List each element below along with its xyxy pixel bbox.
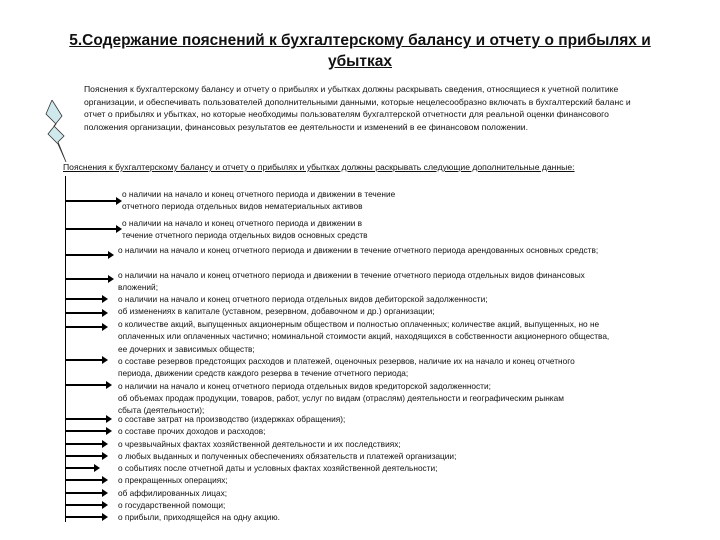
list-item: о наличии на начало и конец отчетного периода отдельных видов дебиторской задолженности; (118, 294, 488, 304)
page-title: 5.Содержание пояснений к бухгалтерскому балансу и отчету о прибылях и убытках (69, 32, 651, 70)
arrow-icon (65, 326, 103, 328)
arrow-icon (65, 467, 95, 469)
arrow-icon (65, 418, 107, 420)
list-item: о любых выданных и полученных обеспечениях обязательств и платежей организации; (118, 451, 457, 461)
arrow-icon (65, 359, 103, 361)
list-item: о наличии на начало и конец отчетного периода отдельных видов кредиторской задолженности; (118, 381, 491, 391)
arrow-icon (65, 298, 103, 300)
arrow-icon (65, 492, 103, 494)
list-item: о государственной помощи; (118, 500, 226, 510)
list-item: о событиях после отчетной даты и условных фактах хозяйственной деятельности; (118, 463, 438, 473)
arrow-icon (65, 455, 103, 457)
arrow-icon (65, 430, 107, 432)
list-item: о чрезвычайных фактах хозяйственной деятельности и их последствиях; (118, 439, 401, 449)
list-item: о наличии на начало и конец отчетного периода и движении в течение отчетного периода отдельных видов финансовых вложений; (118, 270, 585, 293)
arrow-icon (65, 312, 103, 314)
list-item: об аффилированных лицах; (118, 488, 228, 498)
arrow-icon (65, 254, 109, 256)
list-lead: Пояснения к бухгалтерскому балансу и отчету о прибылях и убытках должны раскрывать следующие дополнительные данные: (63, 162, 575, 172)
intro-paragraph: Пояснения к бухгалтерскому балансу и отчету о прибылях и убытках должны раскрывать сведения, относящиеся к учетной политике организации, и обеспечивать пользователей дополнительными данными, которые нецелесообразно включать в бухгалтерский баланс и отчет о прибылях и убытках, но которые необходимы пользователям бухгалтерской отчетности для реальной оценки финансового положения организации, финансовых результатов ее деятельности и изменений в ее финансовом положении. (84, 84, 631, 132)
list-item: о составе резервов предстоящих расходов и платежей, оценочных резервов, наличие их на начало и конец отчетного периода, движении средств каждого резерва в течение отчетного периода; (118, 356, 575, 379)
list-item: о прибыли, приходящейся на одну акцию. (118, 512, 280, 522)
list-item: о наличии на начало и конец отчетного периода и движении в течение отчетного периода отдельных видов нематериальных активов (122, 189, 396, 212)
list-item: о составе прочих доходов и расходов; (118, 426, 266, 436)
arrow-icon (65, 504, 103, 506)
arrow-icon (65, 443, 103, 445)
list-item: о наличии на начало и конец отчетного периода и движении в течение отчетного периода отдельных видов основных средств (122, 218, 368, 241)
arrow-icon (65, 200, 117, 202)
arrow-icon (65, 516, 103, 518)
list-item: о составе затрат на производство (издержках обращения); (118, 414, 346, 424)
arrow-icon (65, 384, 107, 386)
list-item: о прекращенных операциях; (118, 475, 228, 485)
list-item: о количестве акций, выпущенных акционерным обществом и полностью оплаченных; количестве акций, выпущенных, но не оплаченных или оплаченных частично; номинальной стоимости акций, находящихся в собственности акционерного общества, ее дочерних и зависимых обществ; (118, 319, 610, 354)
list-item: об изменениях в капитале (уставном, резервном, добавочном и др.) организации; (118, 306, 435, 316)
arrow-icon (65, 278, 109, 280)
arrow-icon (65, 479, 103, 481)
lightning-icon (44, 100, 70, 162)
arrow-icon (65, 228, 117, 230)
list-item: об объемах продаж продукции, товаров, работ, услуг по видам (отраслям) деятельности и географическим рынкам сбыта (деятельности); (118, 393, 564, 416)
list-item: о наличии на начало и конец отчетного периода и движении в течение отчетного периода арендованных основных средств; (118, 245, 599, 255)
